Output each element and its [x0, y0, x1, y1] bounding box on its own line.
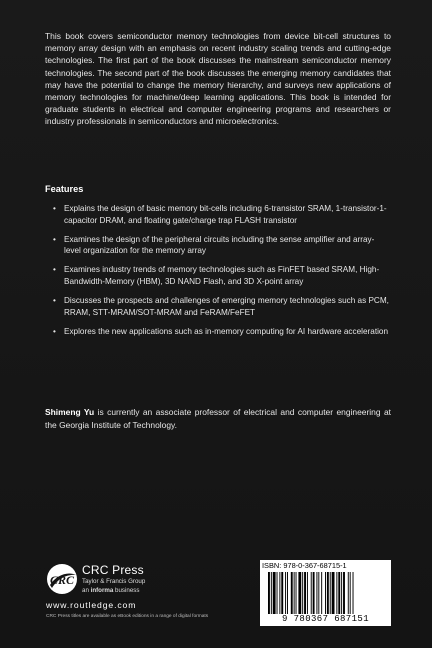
bullet-icon: •	[53, 204, 56, 213]
barcode-bar	[271, 572, 272, 614]
feature-item	[45, 264, 391, 287]
barcode-bar	[341, 572, 342, 614]
publisher-url[interactable]: www.routledge.com	[46, 600, 137, 610]
bullet-icon: •	[53, 265, 56, 275]
barcode-bar	[294, 572, 295, 614]
book-description: This book covers semiconductor memory technologies from device bit-cell structures to memory array design with an emphasis on recent industry scaling trends and cutting-edge technologies. The first part of the book discusses the mainstream semiconductor memory technologies. The second part of the book discusses the emerging memory candidates that may have the potential to change the memory hierarchy, and surveys new applications of memory technologies for machine/deep learning applications. This book is intended for graduate students in electrical and computer engineering programs and researchers or industry professionals in semiconductors and microelectronics.	[45, 31, 391, 127]
feature-item	[45, 295, 391, 318]
barcode-bar	[353, 572, 354, 614]
barcode-bar	[302, 572, 303, 614]
barcode-bar	[348, 572, 349, 614]
barcode-bar	[285, 572, 286, 614]
barcode-bar	[338, 572, 340, 614]
feature-item	[45, 234, 391, 257]
feature-item	[45, 326, 391, 338]
barcode-bar	[287, 572, 288, 614]
barcode-bar	[304, 572, 306, 614]
barcode-bar	[325, 572, 326, 614]
crc-logo-text: CRC	[49, 573, 75, 587]
publisher-tagline: an informa business	[82, 587, 140, 594]
barcode-bar	[268, 572, 270, 614]
barcode-bar	[336, 572, 337, 614]
features-heading: Features	[45, 184, 84, 194]
barcode-bar	[318, 572, 319, 614]
publisher-group: Taylor & Francis Group	[82, 578, 146, 585]
barcode-digits: 9 780367 687151	[281, 614, 369, 624]
barcode-bar	[330, 572, 331, 614]
barcode-icon	[268, 572, 386, 614]
bullet-icon: •	[53, 326, 56, 336]
barcode-bar	[298, 572, 301, 614]
crc-logo-icon	[46, 563, 78, 595]
author-name: Shimeng Yu	[45, 407, 95, 417]
barcode-bar	[332, 572, 335, 614]
barcode-bar	[291, 572, 293, 614]
barcode-bar	[327, 572, 329, 614]
feature-text: Examines industry trends of memory technologies such as FinFET based SRAM, High-Bandwidth-Memory (HBM), 3D NAND Flash, and 3D X-point array	[64, 265, 380, 286]
publisher-name: CRC Press	[82, 563, 144, 577]
feature-item	[45, 203, 391, 226]
barcode-bar	[281, 572, 283, 614]
feature-text: Discusses the prospects and challenges of emerging memory technologies such as PCM, RRAM, STT-MRAM/SOT-MRAM and FeRAM/FeFET	[64, 296, 389, 317]
author-bio	[45, 406, 391, 431]
barcode-bar	[307, 572, 308, 614]
author-bio-text: is currently an associate professor of electrical and computer engineering at the Georgia Institute of Technology.	[45, 407, 391, 430]
bullet-icon: •	[53, 296, 56, 306]
barcode-bar	[350, 572, 351, 614]
barcode-bar	[279, 572, 280, 614]
barcode-bar	[343, 572, 345, 614]
barcode-bar	[273, 572, 276, 614]
features-list	[45, 203, 391, 345]
barcode-bar	[311, 572, 312, 614]
feature-text: Examines the design of the peripheral circuits including the sense amplifier and array-level organization for the memory array	[64, 234, 375, 256]
barcode-bar	[316, 572, 317, 614]
ebook-note: CRC Press titles are available as eBook editions in a range of digital formats	[46, 614, 209, 619]
barcode-bar	[296, 572, 297, 614]
barcode-bar	[277, 572, 278, 614]
bullet-icon: •	[53, 234, 56, 244]
barcode-bar	[313, 572, 315, 614]
isbn-label: ISBN: 978-0-367-68715-1	[262, 561, 347, 570]
barcode-bar	[321, 572, 322, 614]
feature-text: Explores the new applications such as in-memory computing for AI hardware acceleration	[64, 326, 389, 336]
feature-text: Explains the design of basic memory bit-cells including 6-transistor SRAM, 1-transistor-1-capacitor DRAM, and floating gate/charge trap FLASH transistor	[64, 204, 387, 225]
